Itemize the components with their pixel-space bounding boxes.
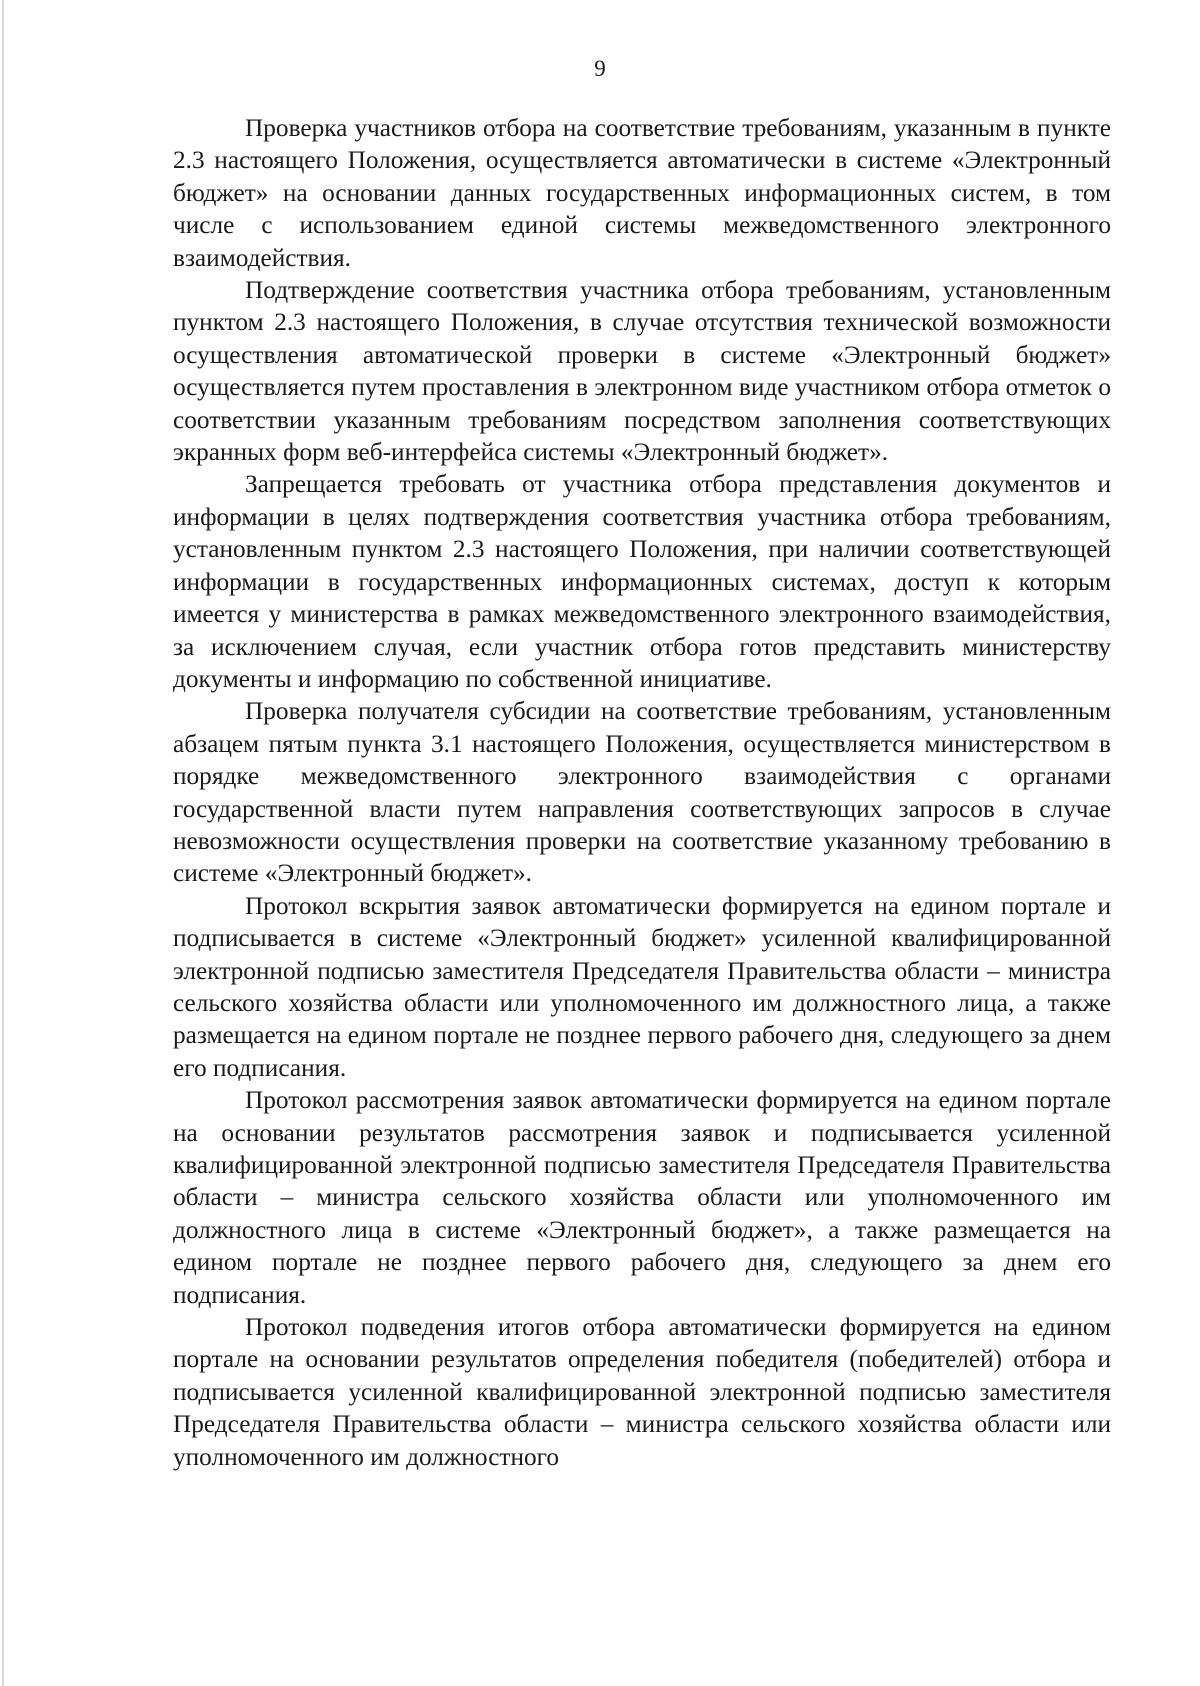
paragraph-results-protocol: Протокол подведения итогов отбора автоматически формируется на едином портале на основании результатов определения победителя (победителей) отбора и подписывается усиленной квалифицированной электронной подписью заместителя Председателя Правительства области – министра сельского хозяйства области или уполномоченного им должностного bbox=[173, 1313, 1111, 1471]
paragraph-opening-protocol: Протокол вскрытия заявок автоматически формируется на едином портале и подписывается в системе «Электронный бюджет» усиленной квалифицированной электронной подписью заместителя Председателя Правительства области – министра сельского хозяйства области или уполномоченного им должностного лица, а также размещается на едином портале не позднее первого рабочего дня, следующего за днем его подписания. bbox=[173, 891, 1111, 1082]
document-body bbox=[173, 112, 1111, 1473]
paragraph-review-protocol: Протокол рассмотрения заявок автоматически формируется на едином портале на основании результатов рассмотрения заявок и подписывается усиленной квалифицированной электронной подписью заместителя Председателя Правительства области – министра сельского хозяйства области или уполномоченного им должностного лица в системе «Электронный бюджет», а также размещается на едином портале не позднее первого рабочего дня, следующего за днем его подписания. bbox=[173, 1086, 1111, 1309]
paragraph-recipient-check: Проверка получателя субсидии на соответствие требованиям, установленным абзацем пятым пункта 3.1 настоящего Положения, осуществляется министерством в порядке межведомственного электронного взаимодействия с органами государственной власти путем направления соответствующих запросов в случае невозможности осуществления проверки на соответствие указанному требованию в системе «Электронный бюджет». bbox=[173, 697, 1111, 888]
paragraph-document-request-ban: Запрещается требовать от участника отбора представления документов и информации в целях подтверждения соответствия участника отбора требованиям, установленным пунктом 2.3 настоящего Положения, при наличии соответствующей информации в государственных информационных системах, доступ к которым имеется у министерства в рамках межведомственного электронного взаимодействия, за исключением случая, если участник отбора готов представить министерству документы и информацию по собственной инициативе. bbox=[173, 470, 1111, 693]
paragraph-participant-check: Проверка участников отбора на соответствие требованиям, указанным в пункте 2.3 настоящего Положения, осуществляется автоматически в системе «Электронный бюджет» на основании данных государственных информационных систем, в том числе с использованием единой системы межведомственного электронного взаимодействия. bbox=[173, 114, 1111, 272]
paragraph-compliance-confirmation: Подтверждение соответствия участника отбора требованиям, установленным пунктом 2.3 настоящего Положения, в случае отсутствия технической возможности осуществления автоматической проверки в системе «Электронный бюджет» осуществляется путем проставления в электронном виде участником отбора отметок о соответствии указанным требованиям посредством заполнения соответствующих экранных форм веб-интерфейса системы «Электронный бюджет». bbox=[173, 276, 1111, 467]
page-number: 9 bbox=[594, 56, 606, 81]
page-edge bbox=[2, 0, 4, 1686]
